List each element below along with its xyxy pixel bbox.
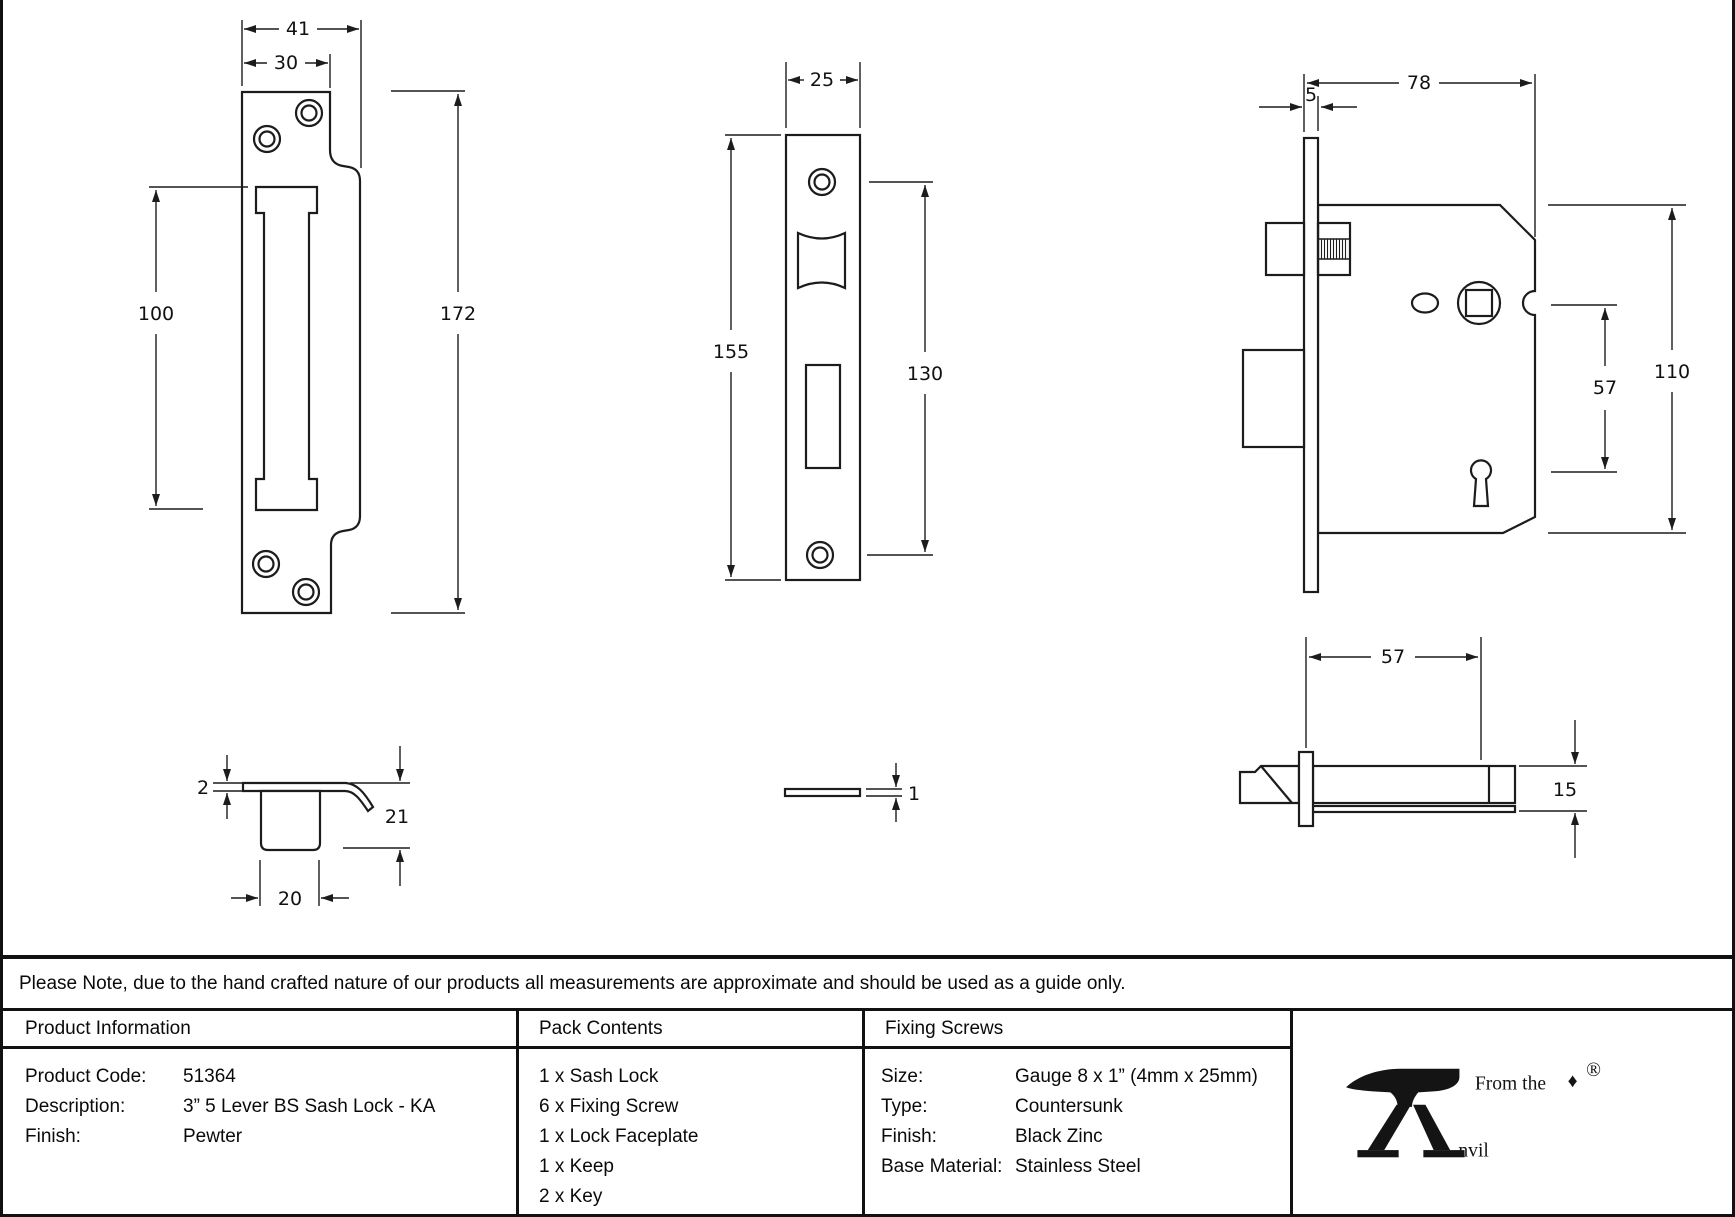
lock-top-view: [1240, 720, 1587, 858]
list-item: 1 x Lock Faceplate: [539, 1126, 699, 1147]
dim-lock-depth: 78: [1406, 72, 1432, 94]
measurement-note: Please Note, due to the hand crafted nature of our products all measurements are approximate and should be used as a guide only.: [3, 959, 1732, 1011]
pack-contents-header: Pack Contents: [519, 1011, 862, 1049]
screw-material-value: Stainless Steel: [1015, 1156, 1141, 1177]
faceplate-top: [1299, 752, 1313, 826]
table-row: Finish: Black Zinc: [881, 1126, 1103, 1147]
technical-drawings: [3, 0, 1735, 951]
from-the-anvil-logo: [1343, 1061, 1683, 1165]
dim-faceplate-height: 155: [712, 341, 750, 363]
table-row: Finish: Pewter: [25, 1126, 243, 1147]
dim-keep-slot-height: 100: [137, 303, 175, 325]
product-information-column: [3, 1011, 519, 1214]
dim-lock-height: 110: [1653, 361, 1691, 383]
dim-keep-height: 172: [439, 303, 477, 325]
lock-case-top: [1313, 766, 1515, 803]
list-item: 6 x Fixing Screw: [539, 1096, 679, 1117]
dim-keep-width-inner: 30: [273, 52, 299, 74]
dim-keep-width-outer: 41: [285, 18, 311, 40]
dim-keep-profile-thickness: 2: [196, 777, 210, 799]
finish-value: Pewter: [183, 1126, 243, 1147]
diamond-icon: ♦: [1567, 1070, 1578, 1092]
dim-keep-profile-height: 21: [384, 806, 410, 828]
latch-bolt-top: [1240, 766, 1299, 803]
product-table: [3, 1011, 1732, 1214]
dim-lock-backset: 57: [1380, 646, 1406, 668]
table-row: Product Code: 51364: [25, 1066, 236, 1087]
table-row: Size: Gauge 8 x 1” (4mm x 25mm): [881, 1066, 1258, 1087]
logo-from-the-text: From the: [1474, 1072, 1546, 1094]
table-row: Type: Countersunk: [881, 1096, 1123, 1117]
product-information-header: Product Information: [3, 1011, 516, 1049]
screw-type-value: Countersunk: [1015, 1096, 1123, 1117]
pack-contents-column: [519, 1011, 865, 1214]
table-row: Base Material: Stainless Steel: [881, 1156, 1141, 1177]
screw-finish-value: Black Zinc: [1015, 1126, 1103, 1147]
fixing-screws-column: [865, 1011, 1293, 1214]
table-row: Description: 3” 5 Lever BS Sash Lock - KA: [25, 1096, 436, 1117]
dim-lock-case-width: 15: [1552, 779, 1578, 801]
lock-faceplate-edge: [1304, 138, 1318, 592]
description-value: 3” 5 Lever BS Sash Lock - KA: [183, 1096, 436, 1117]
product-code-value: 51364: [183, 1066, 236, 1087]
list-item: 1 x Sash Lock: [539, 1066, 659, 1087]
registered-mark: ®: [1585, 1060, 1601, 1081]
faceplate-side-view: [785, 763, 920, 822]
anvil-icon: [1346, 1068, 1464, 1157]
lock-body-view: [1243, 72, 1690, 760]
fixing-screws-header: Fixing Screws: [865, 1011, 1290, 1049]
list-item: 1 x Keep: [539, 1156, 614, 1177]
deadbolt: [1243, 350, 1304, 447]
info-section: [3, 955, 1732, 1214]
latch-spring-hatch: [1320, 239, 1348, 259]
dim-lock-faceplate-thickness: 5: [1304, 84, 1318, 106]
latch-bolt: [1266, 223, 1304, 275]
keep-dust-box: [261, 791, 320, 850]
faceplate-front-view: [713, 62, 943, 580]
screw-size-value: Gauge 8 x 1” (4mm x 25mm): [1015, 1066, 1258, 1087]
dim-lock-spindle-to-key: 57: [1592, 377, 1618, 399]
dim-faceplate-width: 25: [809, 69, 835, 91]
dim-faceplate-hole-spacing: 130: [906, 363, 944, 385]
list-item: 2 x Key: [539, 1186, 603, 1207]
brand-logo-cell: [1293, 1011, 1732, 1214]
logo-main-text: nvil: [1457, 1139, 1489, 1161]
dim-keep-profile-box-width: 20: [277, 888, 303, 910]
keep-profile-view: [197, 746, 410, 910]
keep-front-view: [138, 18, 476, 613]
dim-faceplate-side-thickness: 1: [907, 783, 921, 805]
